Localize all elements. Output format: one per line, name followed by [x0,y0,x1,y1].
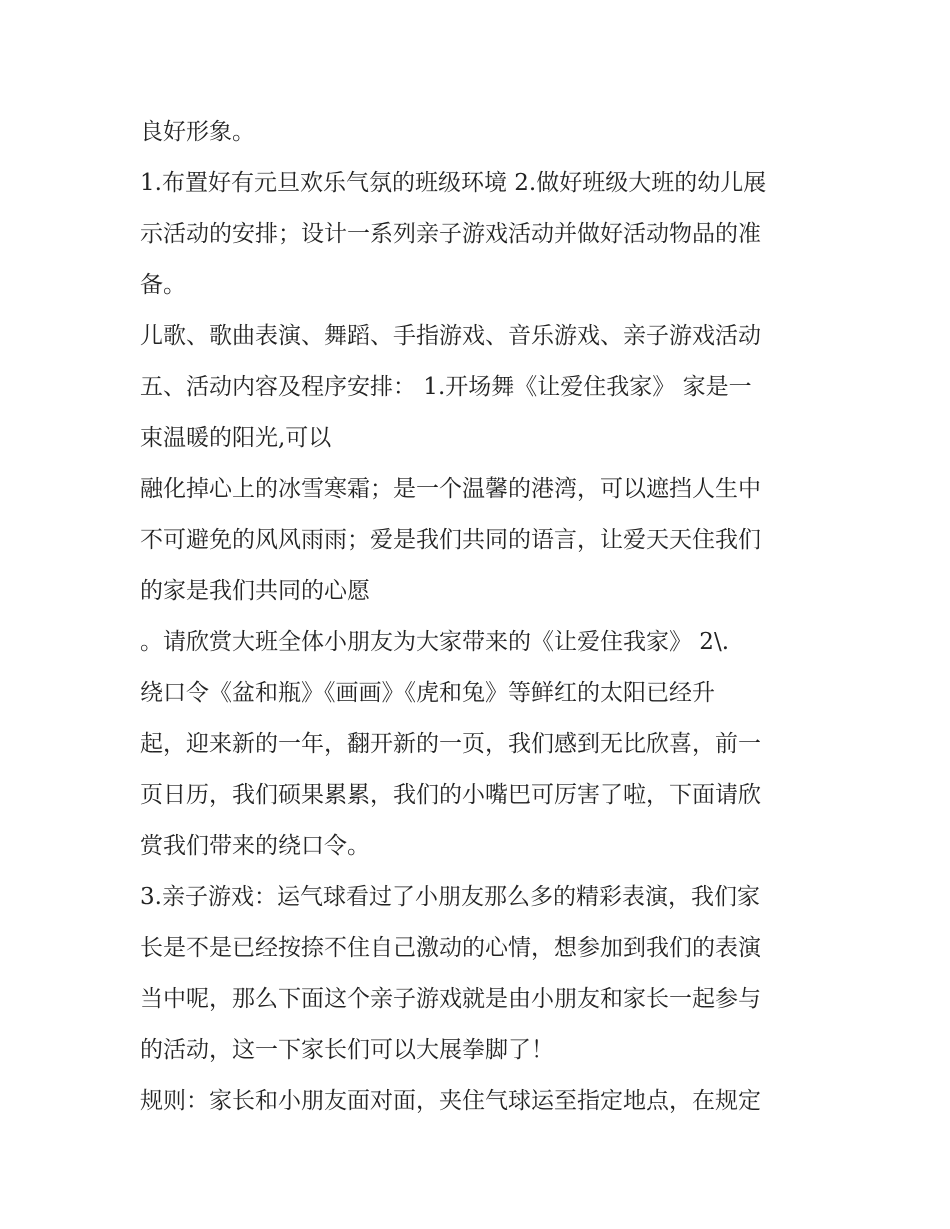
text-line: 不可避免的风风雨雨；爱是我们共同的语言，让爱天天住我们 [140,527,761,553]
document-body [140,107,820,1127]
text-line: 儿歌、歌曲表演、舞蹈、手指游戏、音乐游戏、亲子游戏活动 [140,323,761,349]
text-line: 规则：家长和小朋友面对面，夹住气球运至指定地点，在规定 [140,1088,761,1114]
text-line: 。请欣赏大班全体小朋友为大家带来的《让爱住我家》 2\. [140,629,730,655]
text-line: 束温暖的阳光,可以 [140,425,332,451]
text-line: 长是不是已经按捺不住自己激动的心情，想参加到我们的表演 [140,935,761,961]
text-line: 页日历，我们硕果累累，我们的小嘴巴可厉害了啦，下面请欣 [140,782,761,808]
text-line: 赏我们带来的绕口令。 [140,833,370,859]
text-line: 的活动，这一下家长们可以大展拳脚了！ [140,1037,554,1063]
text-line: 当中呢，那么下面这个亲子游戏就是由小朋友和家长一起参与 [140,986,761,1012]
text-line: 示活动的安排；设计一系列亲子游戏活动并做好活动物品的准 [140,221,761,247]
text-line: 良好形象。 [140,119,255,145]
text-line: 备。 [140,272,186,298]
text-line: 绕口令《盆和瓶》《画画》《虎和兔》等鲜红的太阳已经升 [140,680,715,706]
text-line: 融化掉心上的冰雪寒霜；是一个温馨的港湾，可以遮挡人生中 [140,476,761,502]
text-line: 1.布置好有元旦欢乐气氛的班级环境 2.做好班级大班的幼儿展 [140,170,767,196]
text-line: 起，迎来新的一年，翻开新的一页，我们感到无比欣喜，前一 [140,731,761,757]
text-line: 的家是我们共同的心愿 [140,578,370,604]
text-line: 3.亲子游戏：运气球看过了小朋友那么多的精彩表演，我们家 [140,884,760,910]
text-line: 五、活动内容及程序安排： 1.开场舞《让爱住我家》 家是一 [140,374,752,400]
